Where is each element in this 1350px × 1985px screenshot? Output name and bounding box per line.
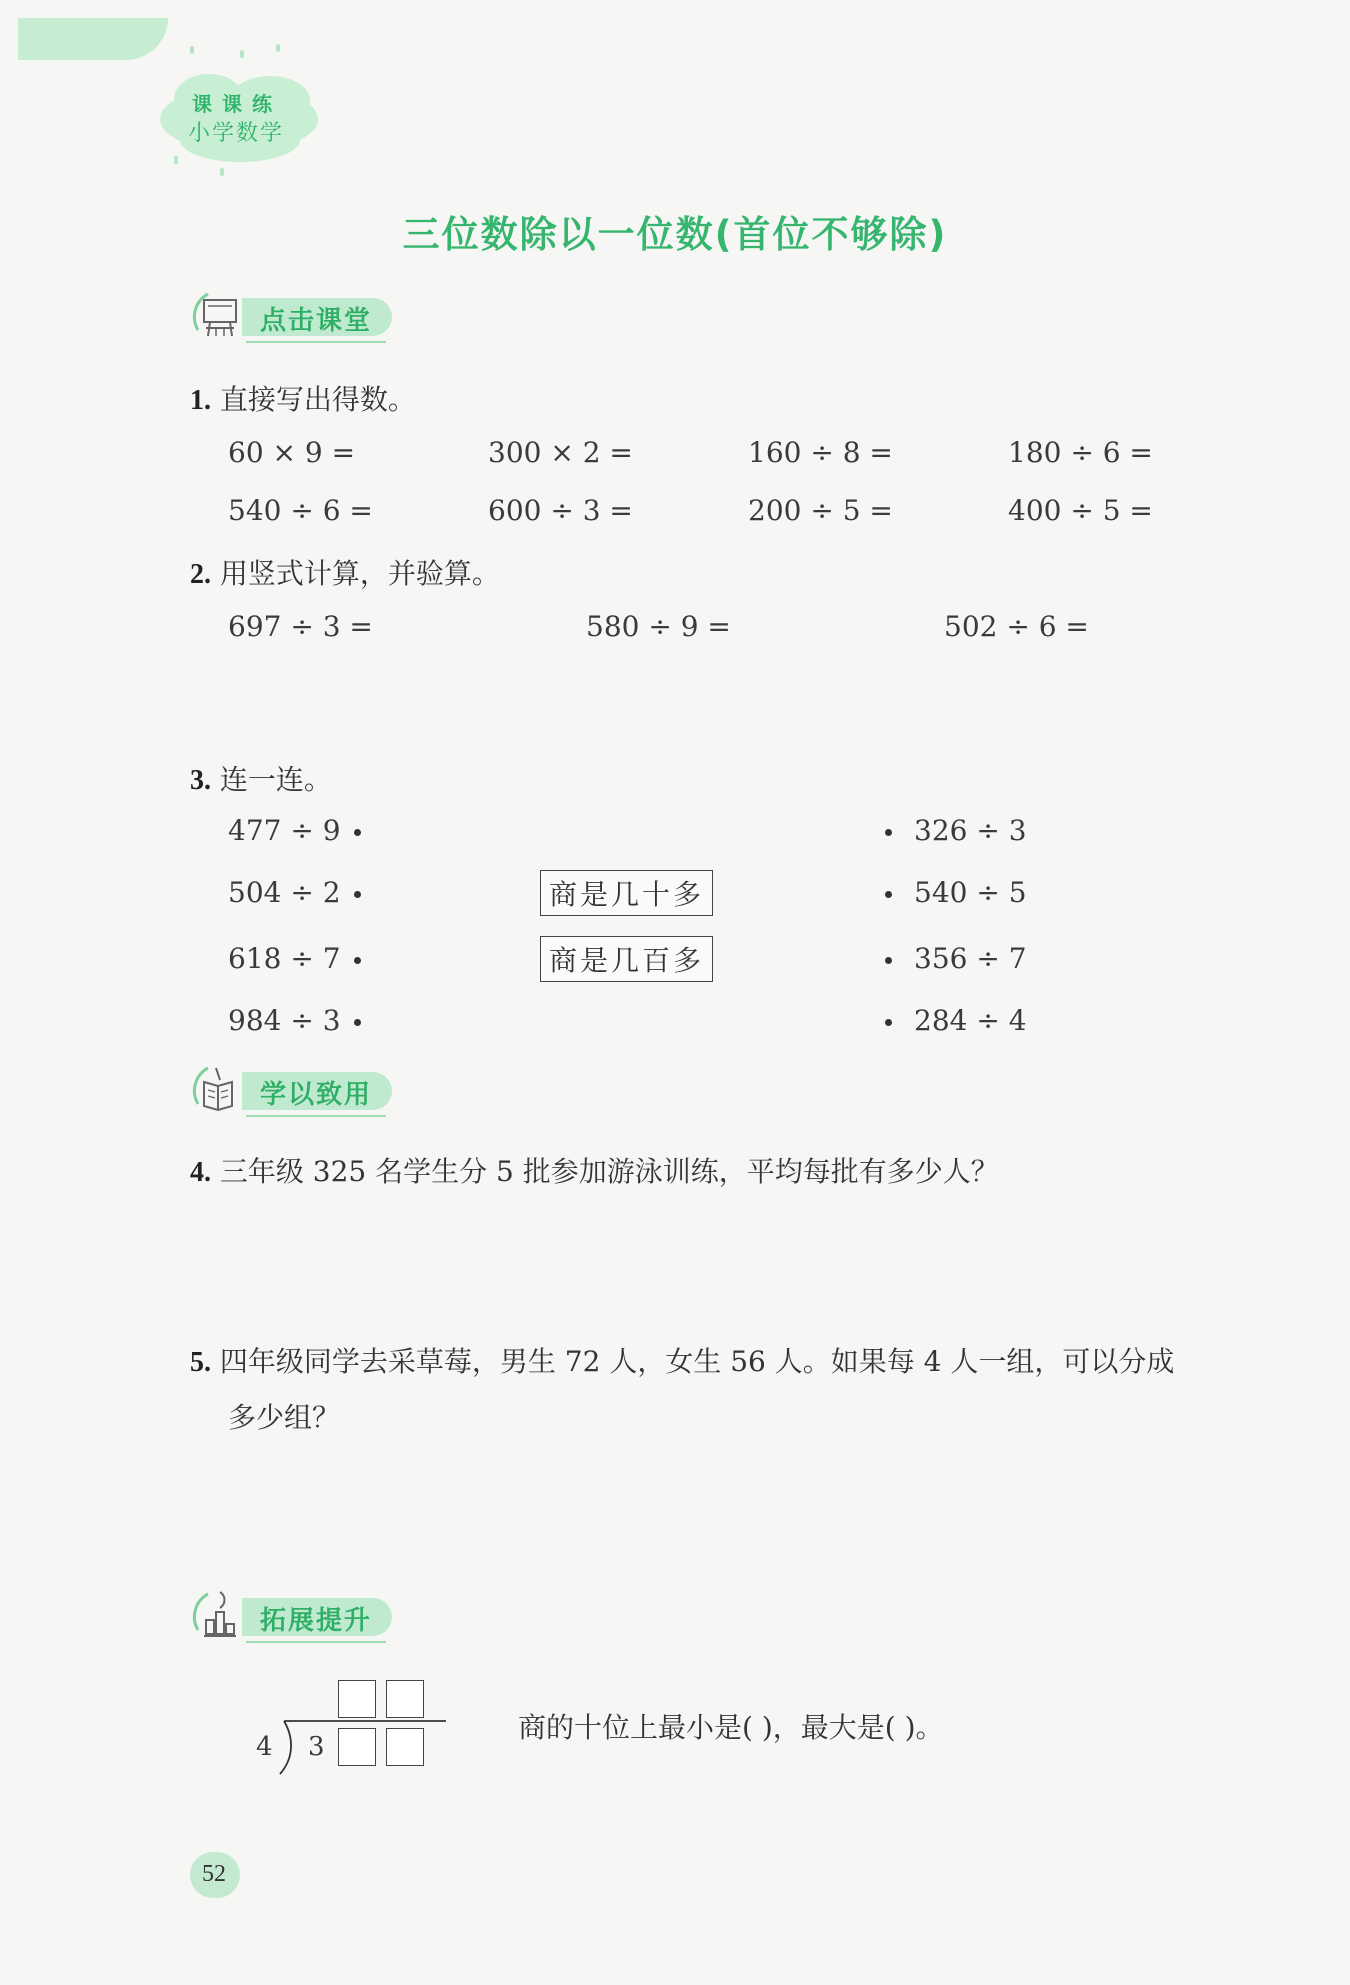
question-number: 1. xyxy=(190,385,211,416)
category-box: 商是几十多 xyxy=(540,870,713,916)
equation: 60 × 9 = xyxy=(228,436,356,469)
dividend-digit: 3 xyxy=(308,1732,325,1762)
question-number: 5. xyxy=(190,1347,211,1378)
dividend-box-tens[interactable] xyxy=(338,1728,376,1766)
match-dot[interactable] xyxy=(354,957,361,964)
dividend-box-ones[interactable] xyxy=(386,1728,424,1766)
question-number: 2. xyxy=(190,559,211,590)
match-left-item: 504 ÷ 2 xyxy=(228,876,341,909)
match-left-item: 477 ÷ 9 xyxy=(228,814,341,847)
decor-dot xyxy=(240,50,244,58)
match-left-item: 618 ÷ 7 xyxy=(228,942,341,975)
equation: 502 ÷ 6 = xyxy=(944,610,1089,643)
match-dot[interactable] xyxy=(354,891,361,898)
equation: 160 ÷ 8 = xyxy=(748,436,893,469)
equation: 180 ÷ 6 = xyxy=(1008,436,1153,469)
divisor: 4 xyxy=(256,1732,273,1762)
blackboard-icon xyxy=(186,286,246,346)
match-dot[interactable] xyxy=(885,891,892,898)
question-text: 连一连。 xyxy=(219,763,332,796)
equation: 600 ÷ 3 = xyxy=(488,494,633,527)
section-header-apply xyxy=(186,1060,406,1124)
match-right-item: 284 ÷ 4 xyxy=(914,1004,1027,1037)
book-icon xyxy=(186,1060,246,1120)
brand-badge xyxy=(160,78,318,158)
question-text: 四年级同学去采草莓，男生 72 人，女生 56 人。如果每 4 人一组，可以分成 xyxy=(219,1345,1175,1378)
equation: 580 ÷ 9 = xyxy=(586,610,731,643)
question-1 xyxy=(190,378,416,418)
equation: 300 × 2 = xyxy=(488,436,633,469)
decor-dot xyxy=(276,44,280,52)
section-label: 学以致用 xyxy=(260,1080,373,1110)
question-4 xyxy=(190,1150,999,1190)
match-left-item: 984 ÷ 3 xyxy=(228,1004,341,1037)
match-right-item: 326 ÷ 3 xyxy=(914,814,1027,847)
question-2 xyxy=(190,552,500,592)
match-dot[interactable] xyxy=(885,957,892,964)
match-dot[interactable] xyxy=(354,1019,361,1026)
question-text-continued: 多少组？ xyxy=(228,1401,341,1434)
equation: 697 ÷ 3 = xyxy=(228,610,373,643)
section-label: 拓展提升 xyxy=(260,1606,373,1636)
match-dot[interactable] xyxy=(885,829,892,836)
quotient-box-tens[interactable] xyxy=(338,1680,376,1718)
match-right-item: 356 ÷ 7 xyxy=(914,942,1027,975)
match-dot[interactable] xyxy=(885,1019,892,1026)
question-number: 4. xyxy=(190,1157,211,1188)
question-text: 用竖式计算，并验算。 xyxy=(219,557,500,590)
equation: 540 ÷ 6 = xyxy=(228,494,373,527)
decor-dot xyxy=(190,46,194,54)
question-5 xyxy=(190,1340,1174,1380)
section-header-classroom xyxy=(186,286,406,350)
question-text: 直接写出得数。 xyxy=(219,383,416,416)
category-box: 商是几百多 xyxy=(540,936,713,982)
brand-subtitle: 小学数学 xyxy=(188,121,285,146)
corner-decoration xyxy=(18,18,168,60)
section-header-extend xyxy=(186,1586,406,1650)
page-number: 52 xyxy=(202,1861,226,1887)
decor-dot xyxy=(220,168,224,176)
match-right-item: 540 ÷ 5 xyxy=(914,876,1027,909)
equation: 200 ÷ 5 = xyxy=(748,494,893,527)
match-dot[interactable] xyxy=(354,829,361,836)
question-3 xyxy=(190,758,332,798)
brand-title: 课课练 xyxy=(192,92,282,116)
question-text: 三年级 325 名学生分 5 批参加游泳训练，平均每批有多少人？ xyxy=(219,1155,999,1188)
question-number: 3. xyxy=(190,765,211,796)
equation: 400 ÷ 5 = xyxy=(1008,494,1153,527)
quotient-box-ones[interactable] xyxy=(386,1680,424,1718)
page-title: 三位数除以一位数(首位不够除) xyxy=(402,213,948,256)
question-6-text: 商的十位上最小是( )，最大是( )。 xyxy=(518,1711,944,1744)
page-number-badge xyxy=(190,1852,240,1898)
section-label: 点击课堂 xyxy=(260,306,373,336)
decor-dot xyxy=(174,156,178,164)
trophy-icon xyxy=(186,1586,246,1646)
